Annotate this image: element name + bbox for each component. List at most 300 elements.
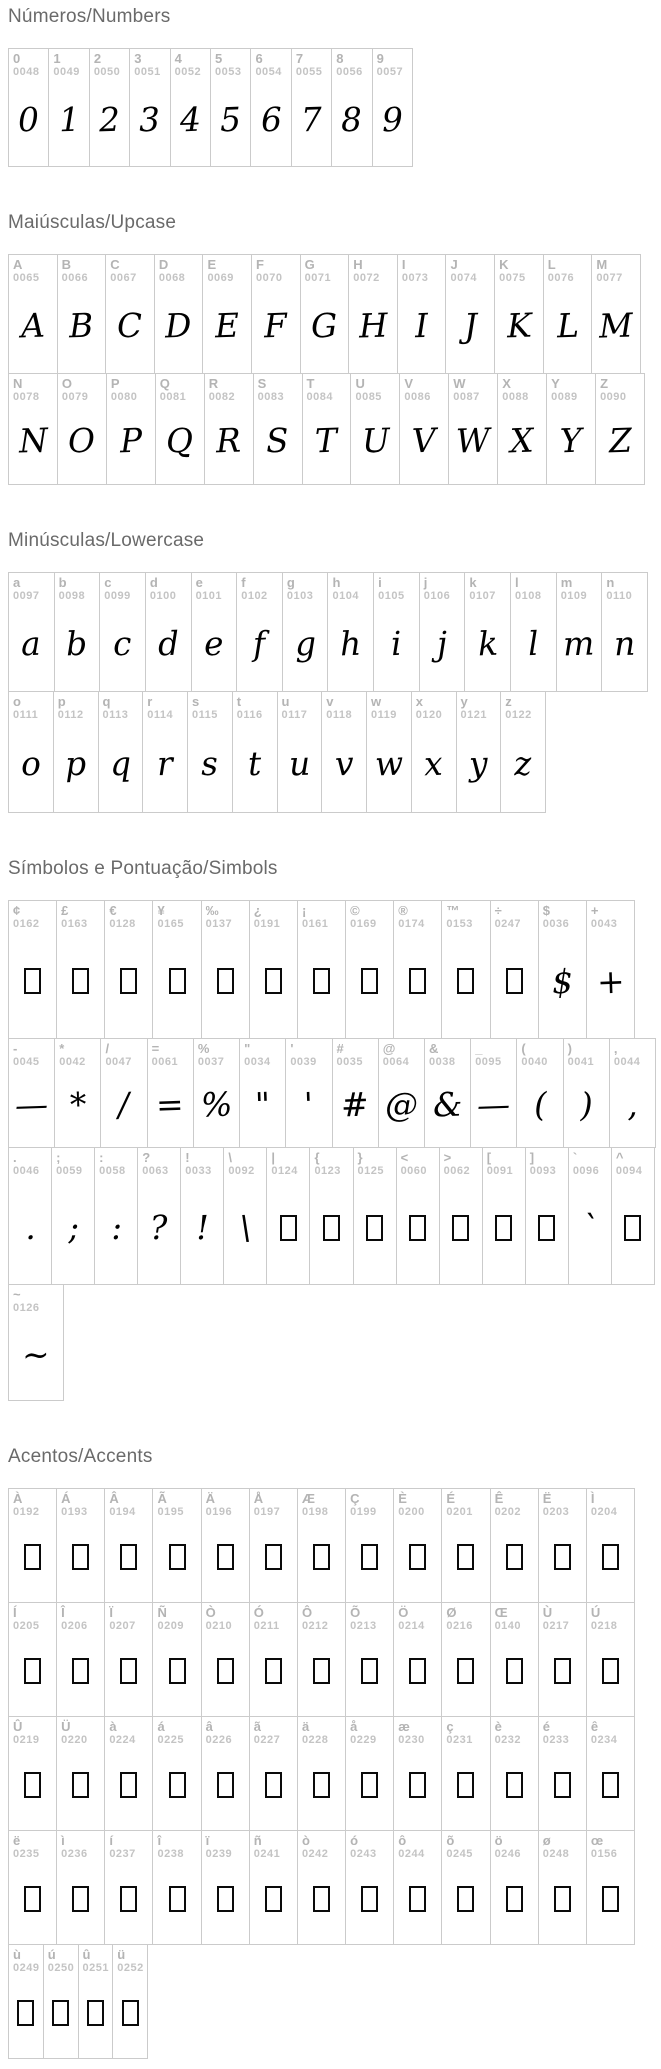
glyph-code-label: 0198: [301, 1505, 329, 1518]
glyph-preview-area: [153, 1638, 200, 1716]
glyph-code-label: 0069: [207, 271, 234, 284]
glyph-preview: Z: [607, 420, 633, 461]
glyph-preview-area: [202, 936, 249, 1038]
glyph-char-label: +: [590, 903, 599, 918]
glyph-code-label: 0052: [174, 65, 202, 78]
glyph-cell: [54, 1039, 100, 1147]
glyph-cell: [249, 1717, 297, 1830]
glyph-char-label: ú: [47, 1947, 56, 1962]
glyph-cell: [129, 49, 169, 166]
glyph-cell: [9, 901, 56, 1038]
glyph-cell-header: [517, 1039, 562, 1074]
glyph-char-label: .: [13, 1150, 17, 1165]
glyph-preview-area: [254, 409, 302, 484]
glyph-char-label: Ë: [542, 1491, 552, 1506]
glyph-code-label: 0090: [600, 390, 627, 403]
glyph-char-label: ‰: [205, 903, 219, 918]
glyph-char-label: D: [158, 257, 169, 272]
glyph-preview-area: [9, 1320, 63, 1400]
glyph-cell-header: [495, 255, 543, 290]
glyph-preview: (: [532, 1084, 548, 1125]
glyph-cell: [137, 1148, 180, 1284]
glyph-cell-header: [100, 573, 145, 608]
glyph-preview-area: [101, 1074, 146, 1147]
glyph-code-label: 0118: [326, 708, 353, 721]
glyph-preview-area: [224, 1183, 266, 1284]
glyph-code-label: 0214: [398, 1619, 425, 1632]
glyph-char-label: ã: [253, 1719, 262, 1734]
glyph-cell-header: [449, 374, 497, 409]
glyph-code-label: 0191: [253, 917, 281, 930]
glyph-cell-header: [57, 1489, 104, 1524]
glyph-preview-area: [457, 727, 501, 812]
glyph-cell: [586, 901, 634, 1038]
glyph-char-label: ): [567, 1041, 572, 1056]
glyph-char-label: j: [423, 575, 428, 590]
glyph-cell-header: [394, 1489, 441, 1524]
glyph-cell: [490, 1717, 538, 1830]
glyph-cell: [104, 901, 152, 1038]
glyph-code-label: 0107: [469, 589, 496, 602]
glyph-char-label: g: [286, 575, 295, 590]
glyph-cell-header: [153, 1717, 200, 1752]
glyph-char-label: ~: [13, 1287, 21, 1302]
glyph-char-label: à: [109, 1719, 117, 1734]
glyph-cell-header: [9, 1945, 43, 1980]
glyph-code-label: 0250: [47, 1961, 75, 1974]
glyph-cell: [563, 1039, 609, 1147]
glyph-char-label: r: [147, 694, 153, 709]
glyph-cell-header: [471, 1039, 516, 1074]
section-title-numbers: Números/Numbers: [8, 6, 171, 27]
glyph-preview: Y: [559, 420, 583, 461]
glyph-char-label: ç: [446, 1719, 454, 1734]
glyph-char-label: a: [13, 575, 21, 590]
missing-glyph-box: [217, 1658, 234, 1684]
glyph-cell: [266, 1148, 309, 1284]
glyph-cell: [331, 49, 371, 166]
glyph-preview-area: [286, 1074, 331, 1147]
glyph-char-label: ï: [205, 1833, 210, 1848]
glyph-preview-area: [99, 727, 143, 812]
glyph-preview: \: [239, 1207, 252, 1248]
glyph-code-label: 0098: [58, 589, 86, 602]
glyph-cell: [9, 573, 54, 691]
glyph-cell: [250, 49, 290, 166]
glyph-preview-area: [328, 608, 373, 691]
glyph-code-label: 0194: [109, 1505, 136, 1518]
missing-glyph-box: [72, 1772, 89, 1798]
glyph-cell: [9, 1039, 54, 1147]
glyph-cell-header: [211, 49, 250, 84]
glyph-cell: [152, 1603, 200, 1716]
glyph-preview-area: [9, 936, 56, 1038]
glyph-char-label: }: [357, 1150, 363, 1165]
glyph-cell: [441, 1717, 489, 1830]
glyph-cell-header: [283, 573, 328, 608]
glyph-char-label: <: [400, 1150, 409, 1165]
glyph-cell-header: [587, 1603, 634, 1638]
glyph-preview-area: [202, 1524, 249, 1602]
missing-glyph-box: [457, 968, 474, 994]
glyph-preview-area: [351, 409, 399, 484]
glyph-cell: [595, 374, 644, 484]
glyph-cell: [232, 692, 277, 812]
glyph-cell: [201, 901, 249, 1038]
missing-glyph-box: [506, 968, 523, 994]
glyph-char-label: ñ: [253, 1833, 262, 1848]
glyph-cell: [201, 1603, 249, 1716]
glyph-cell-header: [398, 255, 446, 290]
glyph-code-label: 0212: [301, 1619, 329, 1632]
glyph-code-label: 0058: [99, 1164, 126, 1177]
glyph-code-label: 0071: [304, 271, 332, 284]
glyph-preview-area: [333, 1074, 378, 1147]
glyph-cell-header: [171, 49, 210, 84]
glyph-code-label: 0203: [542, 1505, 570, 1518]
glyph-cell-header: [346, 1489, 393, 1524]
glyph-preview-area: [346, 1752, 393, 1830]
glyph-cell-header: [539, 1489, 586, 1524]
glyph-code-label: 0045: [13, 1055, 40, 1068]
glyph-preview-area: [9, 1866, 56, 1944]
glyph-char-label: >: [443, 1150, 452, 1165]
glyph-preview-area: [569, 1183, 611, 1284]
glyph-preview: g: [293, 623, 317, 664]
glyph-code-label: 0137: [205, 917, 233, 930]
glyph-row: [8, 373, 645, 485]
glyph-char-label: f: [241, 575, 246, 590]
glyph-char-label: /: [105, 1041, 110, 1056]
glyph-preview-area: [9, 1074, 54, 1147]
glyph-code-label: 0243: [350, 1847, 377, 1860]
missing-glyph-box: [361, 1544, 378, 1570]
glyph-code-label: 0111: [13, 708, 39, 721]
glyph-code-label: 0060: [400, 1164, 428, 1177]
glyph-cell-header: [569, 1148, 611, 1183]
glyph-row: [8, 1038, 656, 1148]
glyph-preview-area: [400, 409, 448, 484]
glyph-cell-header: [400, 374, 448, 409]
glyph-cell-header: [153, 1831, 200, 1866]
glyph-code-label: 0048: [13, 65, 40, 78]
glyph-cell: [9, 49, 48, 166]
glyph-code-label: 0042: [59, 1055, 86, 1068]
glyph-char-label: ¢: [13, 903, 21, 918]
glyph-cell: [601, 573, 647, 691]
section-title-uppercase: Maiúsculas/Upcase: [8, 212, 177, 233]
missing-glyph-box: [495, 1215, 512, 1241]
glyph-cell-header: [252, 255, 300, 290]
glyph-char-label: Û: [13, 1719, 23, 1734]
glyph-code-label: 0241: [253, 1847, 281, 1860]
missing-glyph-box: [169, 1658, 186, 1684]
glyph-cell-header: [491, 1489, 538, 1524]
glyph-cell: [441, 1831, 489, 1944]
glyph-char-label: k: [469, 575, 477, 590]
glyph-preview-area: [252, 290, 300, 373]
glyph-cell: [350, 374, 399, 484]
glyph-code-label: 0235: [13, 1847, 40, 1860]
glyph-cell-header: [379, 1039, 424, 1074]
missing-glyph-box: [457, 1658, 474, 1684]
glyph-cell-header: [333, 1039, 378, 1074]
glyph-preview: O: [67, 420, 97, 461]
section-title-symbols: Símbolos e Pontuação/Simbols: [8, 858, 278, 879]
glyph-char-label: P: [110, 376, 120, 391]
missing-glyph-box: [265, 1544, 282, 1570]
glyph-cell: [393, 1489, 441, 1602]
glyph-code-label: 0059: [56, 1164, 83, 1177]
glyph-cell-header: [498, 374, 546, 409]
missing-glyph-box: [217, 1772, 234, 1798]
glyph-char-label: 4: [174, 51, 182, 66]
glyph-char-label: ®: [398, 903, 408, 918]
glyph-preview-area: [55, 608, 100, 691]
glyph-cell: [201, 1717, 249, 1830]
glyph-cell: [152, 1717, 200, 1830]
glyph-preview: ,: [626, 1084, 639, 1125]
glyph-cell-header: [539, 901, 586, 936]
glyph-preview-area: [354, 1183, 396, 1284]
glyph-cell: [152, 901, 200, 1038]
glyph-cell-header: [9, 1148, 51, 1183]
glyph-char-label: 3: [134, 51, 142, 66]
glyph-cell: [586, 1717, 634, 1830]
glyph-code-label: 0066: [61, 271, 89, 284]
glyph-preview-area: [298, 1752, 345, 1830]
missing-glyph-box: [24, 1772, 41, 1798]
glyph-char-label: b: [58, 575, 67, 590]
glyph-preview: r: [156, 743, 174, 784]
glyph-cell: [439, 1148, 482, 1284]
glyph-preview: 3: [138, 99, 162, 139]
glyph-char-label: @: [382, 1041, 396, 1056]
glyph-preview-area: [57, 1638, 104, 1716]
glyph-preview-area: [250, 1866, 297, 1944]
section-symbols: [8, 858, 661, 1401]
glyph-char-label: Ô: [301, 1605, 313, 1620]
glyph-cell-header: [373, 49, 412, 84]
glyph-preview-area: [202, 1752, 249, 1830]
glyph-code-label: 0213: [350, 1619, 377, 1632]
glyph-preview-area: [283, 608, 328, 691]
glyph-char-label: -: [13, 1041, 18, 1056]
glyph-preview-area: [58, 290, 106, 373]
glyph-cell-header: [501, 692, 545, 727]
glyph-code-label: 0082: [208, 390, 236, 403]
glyph-cell-header: [233, 692, 277, 727]
glyph-cell-header: [298, 901, 345, 936]
glyph-preview: H: [358, 305, 389, 346]
glyph-cell: [591, 255, 640, 373]
glyph-preview-area: [95, 1183, 137, 1284]
glyph-cell-header: [202, 1603, 249, 1638]
glyph-preview-area: [100, 608, 145, 691]
glyph-cell-header: [90, 49, 129, 84]
glyph-char-label: Ö: [398, 1605, 409, 1620]
missing-glyph-box: [554, 1772, 571, 1798]
glyph-code-label: 0093: [529, 1164, 557, 1177]
glyph-cell: [538, 901, 586, 1038]
glyph-char-label: Ì: [590, 1491, 595, 1506]
glyph-cell-header: [155, 255, 203, 290]
glyph-code-label: 0216: [446, 1619, 473, 1632]
missing-glyph-box: [24, 1886, 41, 1912]
missing-glyph-box: [24, 1544, 41, 1570]
section-uppercase: [8, 212, 661, 485]
glyph-char-label: Ñ: [157, 1605, 167, 1620]
glyph-cell-header: [425, 1039, 470, 1074]
glyph-code-label: 0161: [301, 917, 329, 930]
glyph-preview-area: [449, 409, 497, 484]
glyph-code-label: 0105: [378, 589, 405, 602]
glyph-cell-header: [602, 573, 647, 608]
glyph-preview-area: [596, 409, 644, 484]
glyph-code-label: 0248: [542, 1847, 570, 1860]
glyph-code-label: 0125: [357, 1164, 384, 1177]
section-accents: [8, 1446, 661, 2059]
glyph-code-label: 0109: [560, 589, 588, 602]
glyph-code-label: 0116: [236, 708, 263, 721]
glyph-cell-header: [511, 573, 556, 608]
glyph-preview-area: [346, 1524, 393, 1602]
glyph-preview-area: [349, 290, 397, 373]
glyph-preview-area: [298, 1866, 345, 1944]
glyph-cell-header: [587, 1489, 634, 1524]
glyph-code-label: 0053: [215, 65, 242, 78]
glyph-cell: [470, 1039, 516, 1147]
glyph-code-label: 0104: [332, 589, 359, 602]
glyph-preview: l: [527, 623, 540, 664]
glyph-cell-header: [156, 374, 204, 409]
missing-glyph-box: [72, 1544, 89, 1570]
missing-glyph-box: [409, 1886, 426, 1912]
missing-glyph-box: [280, 1215, 297, 1241]
glyph-cell: [396, 1148, 439, 1284]
glyph-char-label: ë: [13, 1833, 21, 1848]
glyph-code-label: 0057: [376, 65, 404, 78]
glyph-preview-area: [148, 1074, 193, 1147]
glyph-code-label: 0092: [228, 1164, 255, 1177]
glyph-preview: —: [14, 1084, 49, 1125]
glyph-cell: [56, 1831, 104, 1944]
missing-glyph-box: [602, 1772, 619, 1798]
glyph-preview: P: [119, 420, 143, 461]
glyph-code-label: 0236: [61, 1847, 88, 1860]
glyph-cell-header: [346, 1831, 393, 1866]
glyph-preview-area: [194, 1074, 239, 1147]
glyph-preview: $: [551, 961, 574, 1001]
missing-glyph-box: [602, 1658, 619, 1684]
glyph-preview-area: [250, 1638, 297, 1716]
glyph-char-label: B: [61, 257, 71, 272]
glyph-preview-area: [155, 290, 203, 373]
glyph-preview-area: [44, 1980, 78, 2058]
glyph-char-label: ê: [590, 1719, 599, 1734]
glyph-char-label: ¿: [253, 903, 262, 918]
glyph-preview-area: [539, 1638, 586, 1716]
glyph-preview-area: [491, 1752, 538, 1830]
glyph-row: [8, 1488, 635, 1603]
glyph-preview: d: [156, 623, 180, 664]
glyph-preview-area: [138, 1183, 180, 1284]
glyph-preview: E: [214, 305, 240, 346]
glyph-code-label: 0202: [494, 1505, 522, 1518]
glyph-grid-accents: [8, 1488, 661, 2059]
glyph-cell-header: [442, 1603, 489, 1638]
glyph-preview-area: [310, 1183, 352, 1284]
glyph-preview: 2: [98, 99, 121, 139]
glyph-preview: `: [580, 1207, 599, 1248]
glyph-char-label: S: [257, 376, 267, 391]
glyph-cell: [57, 374, 106, 484]
glyph-cell-header: [237, 573, 282, 608]
glyph-preview-area: [303, 409, 351, 484]
glyph-cell: [170, 49, 210, 166]
glyph-preview-area: [203, 290, 251, 373]
glyph-preview-area: [398, 290, 446, 373]
glyph-cell: [291, 49, 331, 166]
glyph-char-label: u: [281, 694, 290, 709]
glyph-preview-area: [539, 1752, 586, 1830]
glyph-cell-header: [420, 573, 465, 608]
glyph-cell-header: [412, 692, 456, 727]
glyph-preview-area: [612, 1183, 654, 1284]
glyph-cell-header: [544, 255, 592, 290]
glyph-code-label: 0097: [13, 589, 40, 602]
glyph-cell-header: [57, 1831, 104, 1866]
glyph-preview-area: [113, 1980, 147, 2058]
glyph-code-label: 0115: [192, 708, 218, 721]
glyph-cell: [441, 1489, 489, 1602]
glyph-cell-header: [587, 901, 634, 936]
missing-glyph-box: [409, 1215, 426, 1241]
glyph-char-label: n: [606, 575, 615, 590]
glyph-cell: [490, 901, 538, 1038]
glyph-preview-area: [55, 1074, 100, 1147]
glyph-char-label: ø: [542, 1833, 551, 1848]
glyph-char-label: Ó: [253, 1605, 264, 1620]
glyph-code-label: 0210: [205, 1619, 233, 1632]
glyph-cell-header: [322, 692, 366, 727]
glyph-preview: z: [513, 743, 533, 784]
missing-glyph-box: [506, 1772, 523, 1798]
glyph-preview-area: [52, 1183, 94, 1284]
glyph-cell: [525, 1148, 568, 1284]
glyph-cell-header: [446, 255, 494, 290]
glyph-cell-header: [153, 901, 200, 936]
glyph-cell-header: [465, 573, 510, 608]
glyph-preview-area: [332, 84, 371, 166]
glyph-preview-area: [211, 84, 250, 166]
glyph-cell: [201, 1831, 249, 1944]
glyph-code-label: 0200: [398, 1505, 425, 1518]
glyph-row: [8, 691, 546, 813]
glyph-cell: [56, 1717, 104, 1830]
glyph-cell-header: [303, 374, 351, 409]
glyph-code-label: 0238: [157, 1847, 184, 1860]
glyph-cell: [201, 1489, 249, 1602]
glyph-cell-header: [374, 573, 419, 608]
glyph-cell: [89, 49, 129, 166]
glyph-code-label: 0064: [382, 1055, 410, 1068]
glyph-row: [8, 1602, 635, 1717]
glyph-preview: ): [579, 1084, 594, 1125]
glyph-cell: [393, 1603, 441, 1716]
glyph-preview-area: [394, 1524, 441, 1602]
glyph-cell-header: [52, 1148, 94, 1183]
